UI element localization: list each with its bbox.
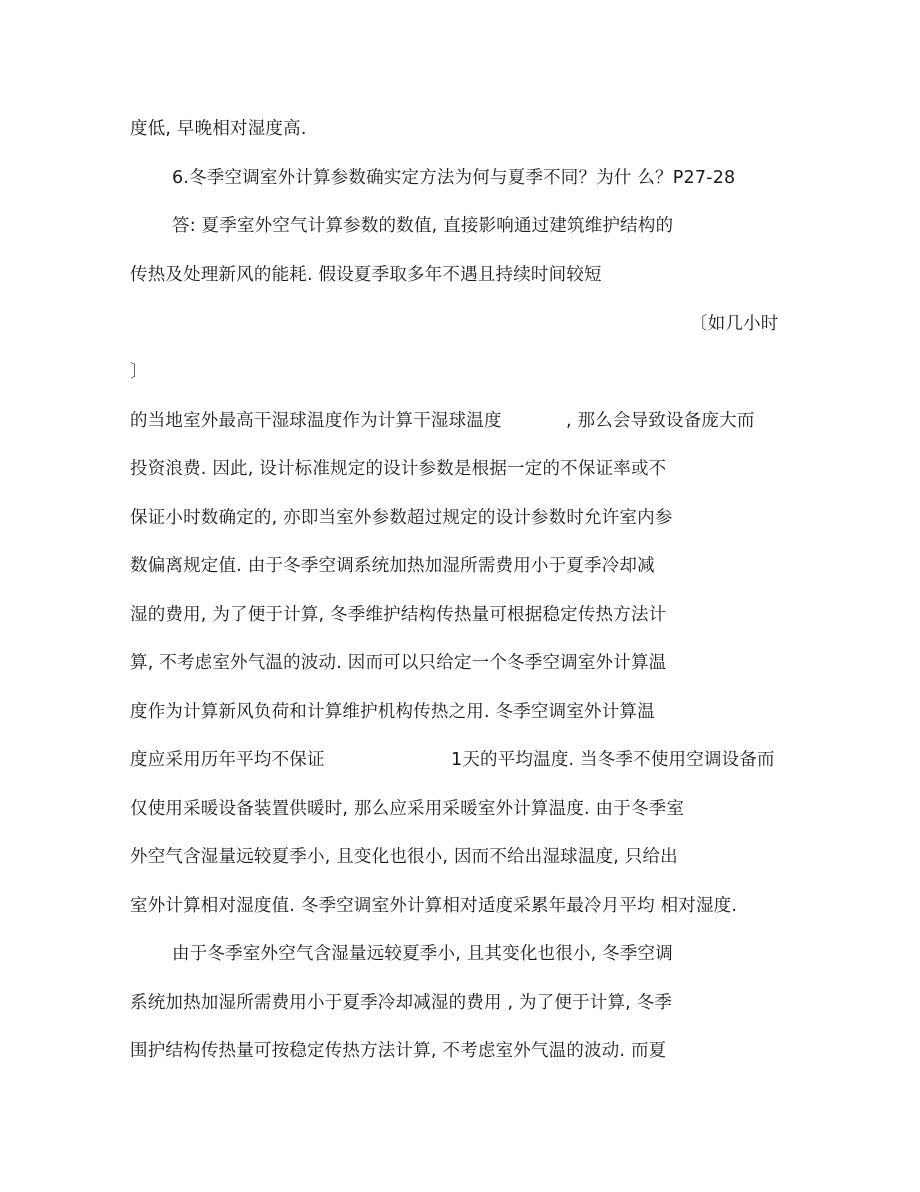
text-line: 度作为计算新风负荷和计算维护机构传热之用. 冬季空调室外计算温 <box>130 702 655 722</box>
text-line: , 那么会导致设备庞大而 <box>566 411 755 431</box>
text-line: 〕 <box>130 362 148 382</box>
text-line: 投资浪费. 因此, 设计标准规定的设计参数是根据一定的不保证率或不 <box>130 459 667 479</box>
text-line: 外空气含湿量远较夏季小, 且变化也很小, 因而不给出湿球温度, 只给出 <box>130 847 678 867</box>
text-line: 湿的费用, 为了便于计算, 冬季维护结构传热量可根据稳定传热方法计 <box>130 605 667 625</box>
text-line: 数偏离规定值. 由于冬季空调系统加热加湿所需费用小于夏季冷却减 <box>130 556 655 576</box>
question-heading: 6.冬季空调室外计算参数确实定方法为何与夏季不同？为什 么？P27-28 <box>172 168 736 188</box>
answer-line: 答: 夏季室外空气计算参数的数值, 直接影响通过建筑维护结构的 <box>172 216 674 236</box>
text-line: 系统加热加湿所需费用小于夏季冷却减湿的费用 , 为了便于计算, 冬季 <box>130 993 673 1013</box>
text-line: 算, 不考虑室外气温的波动. 因而可以只给定一个冬季空调室外计算温 <box>130 653 667 673</box>
text-line: 传热及处理新风的能耗. 假设夏季取多年不遇且持续时间较短 <box>130 265 602 285</box>
text-line: 度应采用历年平均不保证 <box>130 750 325 770</box>
text-line: 度低, 早晚相对湿度高. <box>130 119 307 139</box>
text-line: 1天的平均温度. 当冬季不使用空调设备而 <box>451 750 775 770</box>
text-line: 室外计算相对湿度值. 冬季空调室外计算相对适度采累年最冷月平均 相对湿度. <box>130 896 738 916</box>
text-line: 保证小时数确定的, 亦即当室外参数超过规定的设计参数时允许室内参 <box>130 508 673 528</box>
text-line: 的当地室外最高干湿球温度作为计算干湿球温度 <box>130 411 502 431</box>
paragraph-start: 由于冬季室外空气含湿量远较夏季小, 且其变化也很小, 冬季空调 <box>172 944 673 964</box>
text-line: 〔如几小时 <box>690 314 779 334</box>
text-line: 围护结构传热量可按稳定传热方法计算, 不考虑室外气温的波动. 而夏 <box>130 1041 667 1061</box>
text-line: 仅使用采暖设备装置供暖时, 那么应采用采暖室外计算温度. 由于冬季室 <box>130 799 685 819</box>
